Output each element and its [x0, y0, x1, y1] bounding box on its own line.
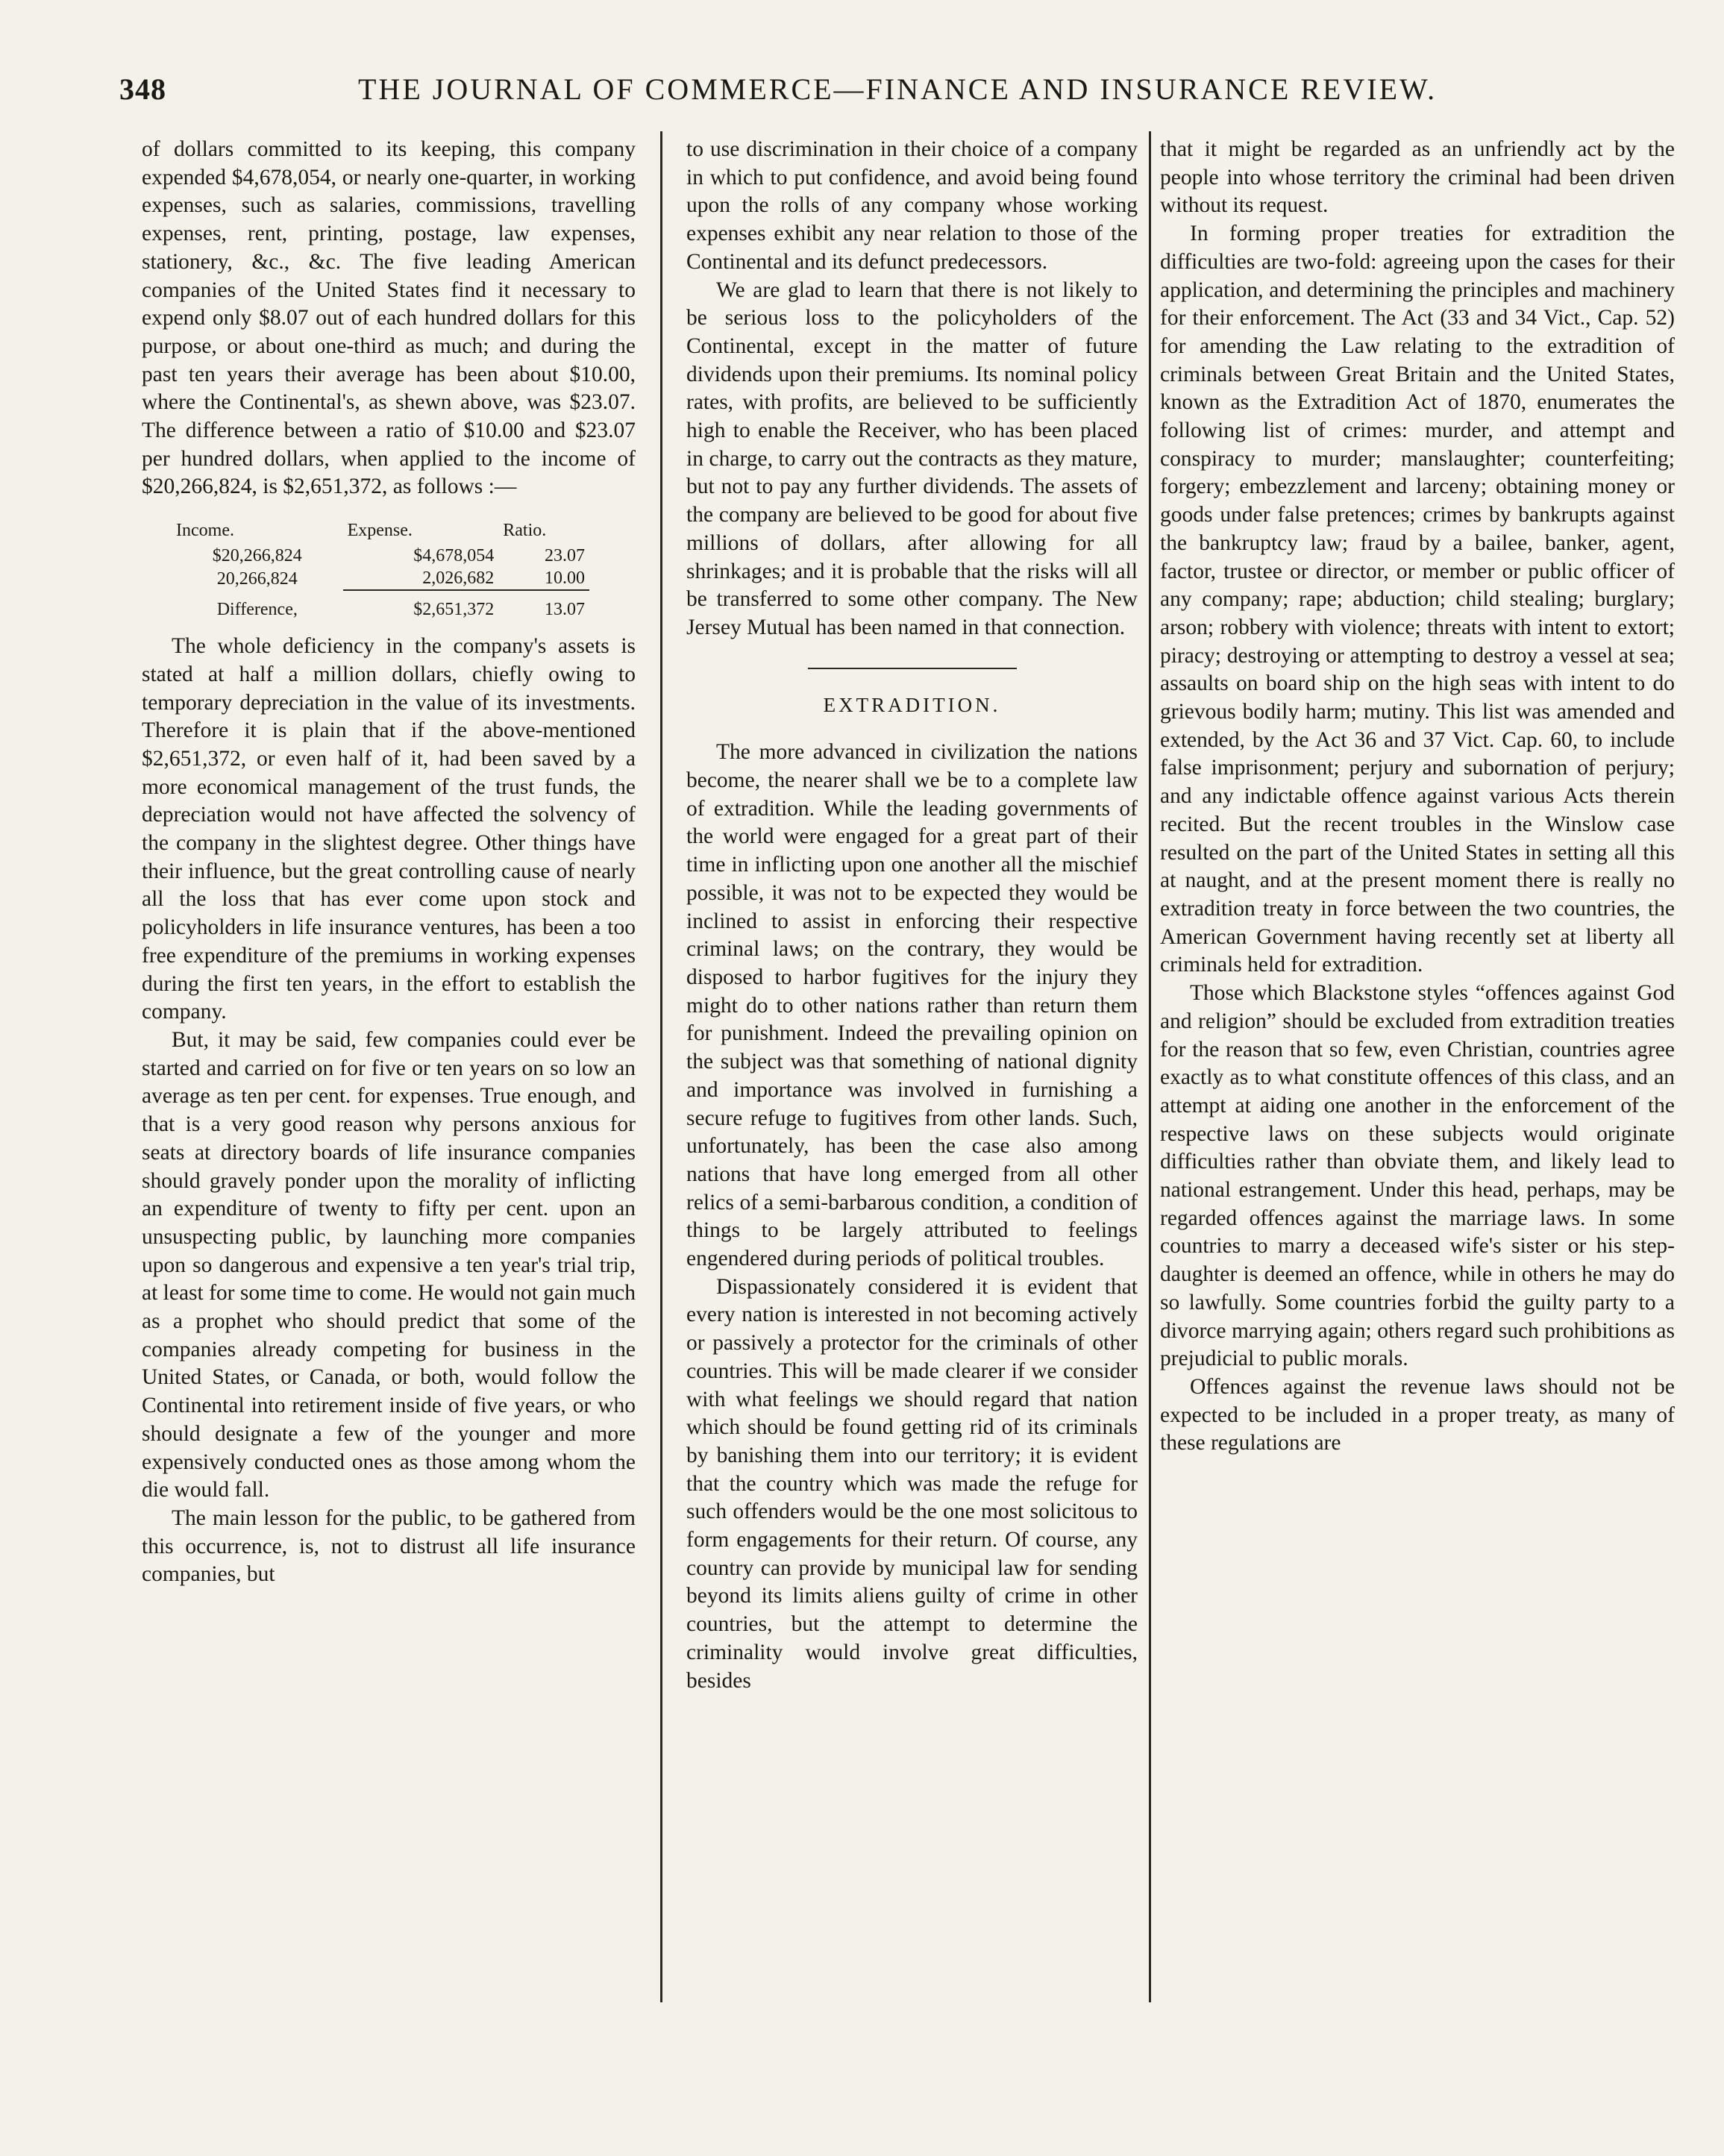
difference-expense: $2,651,372 [413, 600, 495, 620]
section-title-extradition: EXTRADITION. [823, 693, 1001, 716]
table-cell: 20,266,824 [216, 568, 298, 589]
paragraph: of dollars committed to its keeping, this company expended $4,678,054, or nearly one-quarter, in working expenses, such as salaries, commissions, travelling expenses, rent, printing, postage, law expenses, stationery, &c., &c. The five leading American companies of the United States find it necessary to expend only $8.07 out of each hundred dollars for this purpose, or about one-third as much; and during the past ten years their average has been about $10.00, where the Continental's, as shewn above, was $23.07. The difference between a ratio of $10.00 and $23.07 per hundred dollars, when applied to the income of $20,266,824, is $2,651,372, as follows :— [142, 137, 636, 499]
paragraph: Dispassionately considered it is evident that every nation is interested in not becoming actively or passively a protector for the criminals of other countries. This will be made clearer if we consider with what feelings we should regard that nation which should be found getting rid of its criminals by banishing them into our territory; it is evident that the country which was made the refuge for such offenders would be the one most solicitous to form engagements for their return. Of course, any country can provide by municipal law for sending beyond its limits aliens guilty of crime in other countries, but the attempt to determine the criminality would involve great difficulties, besides [686, 1274, 1138, 1693]
difference-ratio: 13.07 [545, 600, 585, 620]
difference-label: Difference, [216, 599, 298, 619]
column-1 [142, 136, 636, 1589]
table-header-expense: Expense. [347, 521, 413, 541]
page-header [119, 72, 1671, 116]
table-row [172, 567, 589, 590]
page-number: 348 [119, 72, 166, 106]
section-divider [808, 668, 1017, 669]
paragraph: that it might be regarded as an unfriendly act by the people into whose territory the criminal had been driven without its request. [1160, 137, 1675, 218]
paragraph: Those which Blackstone styles “offences against God and religion” should be excluded from extradition treaties for the reason that so few, even Christian, countries agree exactly as to what constitute offences of this class, and an attempt at aiding one another in the enforcement of the respective laws on these subjects would originate difficulties rather than obviate them, and likely lead to national estrangement. Under this head, perhaps, may be regarded offences against the marriage laws. In some countries to marry a deceased wife's sister or his step-daughter is deemed an offence, while in others he may do so lawfully. Some countries forbid the guilty party to a divorce marrying again; others regard such prohibitions as prejudicial to public morals. [1160, 981, 1675, 1371]
table-header-income: Income. [176, 521, 234, 541]
table-cell: 23.07 [545, 546, 585, 566]
table-row [172, 545, 589, 567]
column-rule-left [660, 131, 662, 2002]
table-cell: $4,678,054 [413, 546, 495, 566]
paragraph: The main lesson for the public, to be gathered from this occurrence, is, not to distrust all life insurance companies, but [142, 1505, 636, 1587]
table-header-ratio: Ratio. [503, 521, 547, 541]
paragraph: The more advanced in civilization the nations become, the nearer shall we be to a complete law of extradition. While the leading governments of the world were engaged for a great part of their time in inflicting upon one another all the mischief possible, it was not to be expected they would be inclined to assist in enforcing their respective criminal laws; on the contrary, they would be disposed to harbor fugitives for the injury they might do to other nations rather than return them for punishment. Indeed the prevailing opinion on the subject was that something of national dignity and importance was involved in furnishing a secure refuge to fugitives from other lands. Such, unfortunately, has been the case also among nations that have long emerged from all other relics of a semi-barbarous condition, a condition of things to be largely attributed to feelings engendered during periods of political troubles. [686, 740, 1138, 1271]
paragraph: In forming proper treaties for extradition the difficulties are two-fold: agreeing upon the cases for their application, and determining the principles and machinery for their enforcement. The Act (33 and 34 Vict., Cap. 52) for amending the Law relating to the extradition of criminals between Great Britain and the United States, known as the Extradition Act of 1870, enumerates the following list of crimes: murder, and attempt and conspiracy to murder; manslaughter; counterfeiting; forgery; embezzlement and larceny; obtaining money or goods under false pretences; crimes by bankrupts against the bankruptcy law; fraud by a bailee, banker, agent, factor, trustee or director, or member or public officer of any company; rape; abduction; child stealing; burglary; arson; robbery with violence; threats with intent to extort; piracy; destroying or attempting to destroy a vessel at sea; assaults on board ship on the high seas with intent to do grievous bodily harm; mutiny. This list was amended and extended, by the Act 36 and 37 Vict. Cap. 60, to include false imprisonment; perjury and subornation of perjury; and any indictable offence against various Acts therein recited. But the recent troubles in the Winslow case resulted on the part of the United States in setting all this at naught, and at the present moment there is really no extradition treaty in force between the two countries, the American Government having recently set at liberty all criminals held for extradition. [1160, 222, 1675, 977]
expense-table [172, 519, 589, 621]
column-3 [1160, 136, 1675, 1458]
paragraph: Offences against the revenue laws should not be expected to be included in a proper treaty, as many of these regulations are [1160, 1374, 1675, 1455]
paragraph: But, it may be said, few companies could ever be started and carried on for five or ten years on so low an average as ten per cent. for expenses. True enough, and that is a very good reason why persons anxious for seats at directory boards of life insurance companies should gravely ponder upon the morality of inflicting an expenditure of twenty to fifty per cent. upon an unsuspecting public, by launching more companies upon so dangerous and expensive a ten year's trial trip, at least for some time to come. He would not gain much as a prophet who should predict that some of the companies already competing for business in the United States, or Canada, or both, would follow the Continental into retirement inside of five years, or who should designate a few of the younger and more expensively conducted ones as those among whom the die would fall. [142, 1027, 636, 1502]
paragraph: We are glad to learn that there is not likely to be serious loss to the policyholders of the Continental, except in the matter of future dividends upon their premiums. Its nominal policy rates, with profits, are believed to be sufficiently high to enable the Receiver, who has been placed in charge, to carry out the contracts as they mature, but not to pay any further dividends. The assets of the company are believed to be good for about five millions of dollars, after allowing for all shrinkages; and it is probable that the risks will all be transferred to some other company. The New Jersey Mutual has been named in that connection. [686, 278, 1138, 639]
running-title: THE JOURNAL OF COMMERCE—FINANCE AND INSURANCE REVIEW. [358, 72, 1438, 106]
table-row-difference [172, 590, 589, 621]
table-cell: 10.00 [498, 567, 589, 590]
paragraph: The whole deficiency in the company's assets is stated at half a million dollars, chiefly owing to temporary depreciation in the value of its investments. Therefore it is plain that if the above-mentioned $2,651,372, or even half of it, had been saved by a more economical management of the trust funds, the depreciation would not have affected the solvency of the company in the slightest degree. Other things have their influence, but the great controlling cause of nearly all the loss that has ever come upon stock and policyholders in life insurance ventures, has been a too free expenditure of the premiums in working expenses during the first ten years, in the effort to establish the company. [142, 634, 636, 1024]
table-cell: $20,266,824 [212, 546, 302, 566]
paragraph: to use discrimination in their choice of a company in which to put confidence, and avoid being found upon the rolls of any company whose working expenses exhibit any near relation to those of the Continental and its defunct predecessors. [686, 137, 1138, 274]
column-2 [686, 136, 1138, 1695]
table-cell: 2,026,682 [343, 567, 499, 590]
column-rule-right [1149, 131, 1151, 2002]
